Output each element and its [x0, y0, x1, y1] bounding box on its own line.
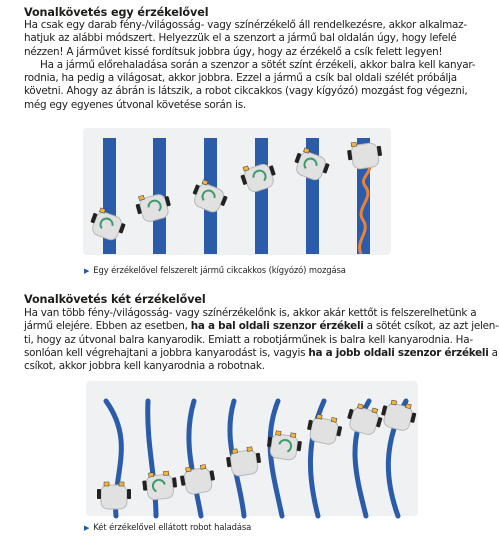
robot — [179, 463, 217, 495]
text-line: rodnia, ha pedig a világosat, akkor jobbra. Ezzel a jármű a csík bal oldali szélét próbálja — [24, 72, 457, 85]
text-line: jármű elejére. Ebben az esetben, ha a bal oldali szenzor érzékeli a sötét csíkot, az azt jelen- — [24, 320, 499, 333]
text-line: Ha a jármű előrehaladása során a szenzor a sötét színt érzékeli, akkor balra kell kanyar- — [40, 58, 476, 71]
emphasis-left-sensor: ha a bal oldali szenzor érzékeli — [190, 320, 364, 333]
caption-triangle-icon: ▶ — [84, 267, 90, 275]
text-line: ti, hogy az útvonal balra kanyarodik. Emiatt a robotjárműnek is balra kell kanyarodnia. Ha- — [24, 333, 473, 346]
paragraph-two-sensors — [24, 307, 499, 373]
text-line: még egy egyenes útvonal követése során is. — [24, 98, 246, 111]
robot — [142, 470, 179, 500]
paragraph-one-sensor — [24, 19, 476, 112]
figure-caption-two-sensors: ▶ Két érzékelővel ellátott robot haladása — [84, 522, 252, 532]
robot — [379, 398, 419, 432]
figure-caption-one-sensor: ▶ Egy érzékelővel felszerelt jármű cikcakkos (kígyózó) mozgása — [84, 265, 346, 275]
text-line: Ha van több fény-/világosság- vagy színérzékelőnk is, akkor akár kettőt is felszerelhetünk a — [24, 307, 477, 319]
curved-line — [189, 401, 201, 516]
text-line: Ha csak egy darab fény-/világosság- vagy színérzékelő áll rendelkezésre, akkor alkalmaz- — [24, 19, 467, 31]
figure-single-sensor — [83, 128, 391, 255]
emphasis-right-sensor: ha a jobb oldali szenzor érzékeli — [308, 346, 489, 359]
text-line: nézzen! A járművet kissé fordítsuk jobbra úgy, hogy az érzékelő a csík felett legyen! — [24, 45, 443, 58]
text-line: csíkot, akkor jobbra kell kanyarodnia a robotnak. — [24, 360, 265, 373]
robot — [346, 139, 383, 170]
text-line: sonlóan kell végrehajtani a jobbra kanyarodást is, vagyis ha a jobb oldali szenzor érzékeli a — [24, 346, 498, 359]
text-line: követni. Ahogy az ábrán is látszik, a robot cikcakkos (vagy kígyózó) mozgást fog végezni, — [24, 85, 468, 98]
section-heading-two-sensors: Vonalkövetés két érzékelővel — [24, 293, 206, 306]
figure-two-sensors — [86, 381, 418, 516]
line-stripe — [255, 138, 268, 254]
robot — [97, 482, 131, 509]
text-line: hatjuk az alábbi módszert. Helyezzük el a szenzort a jármű bal oldalán úgy, hogy lefelé — [24, 32, 457, 45]
section-heading-one-sensor: Vonalkövetés egy érzékelővel — [24, 6, 209, 19]
caption-triangle-icon: ▶ — [84, 524, 90, 532]
